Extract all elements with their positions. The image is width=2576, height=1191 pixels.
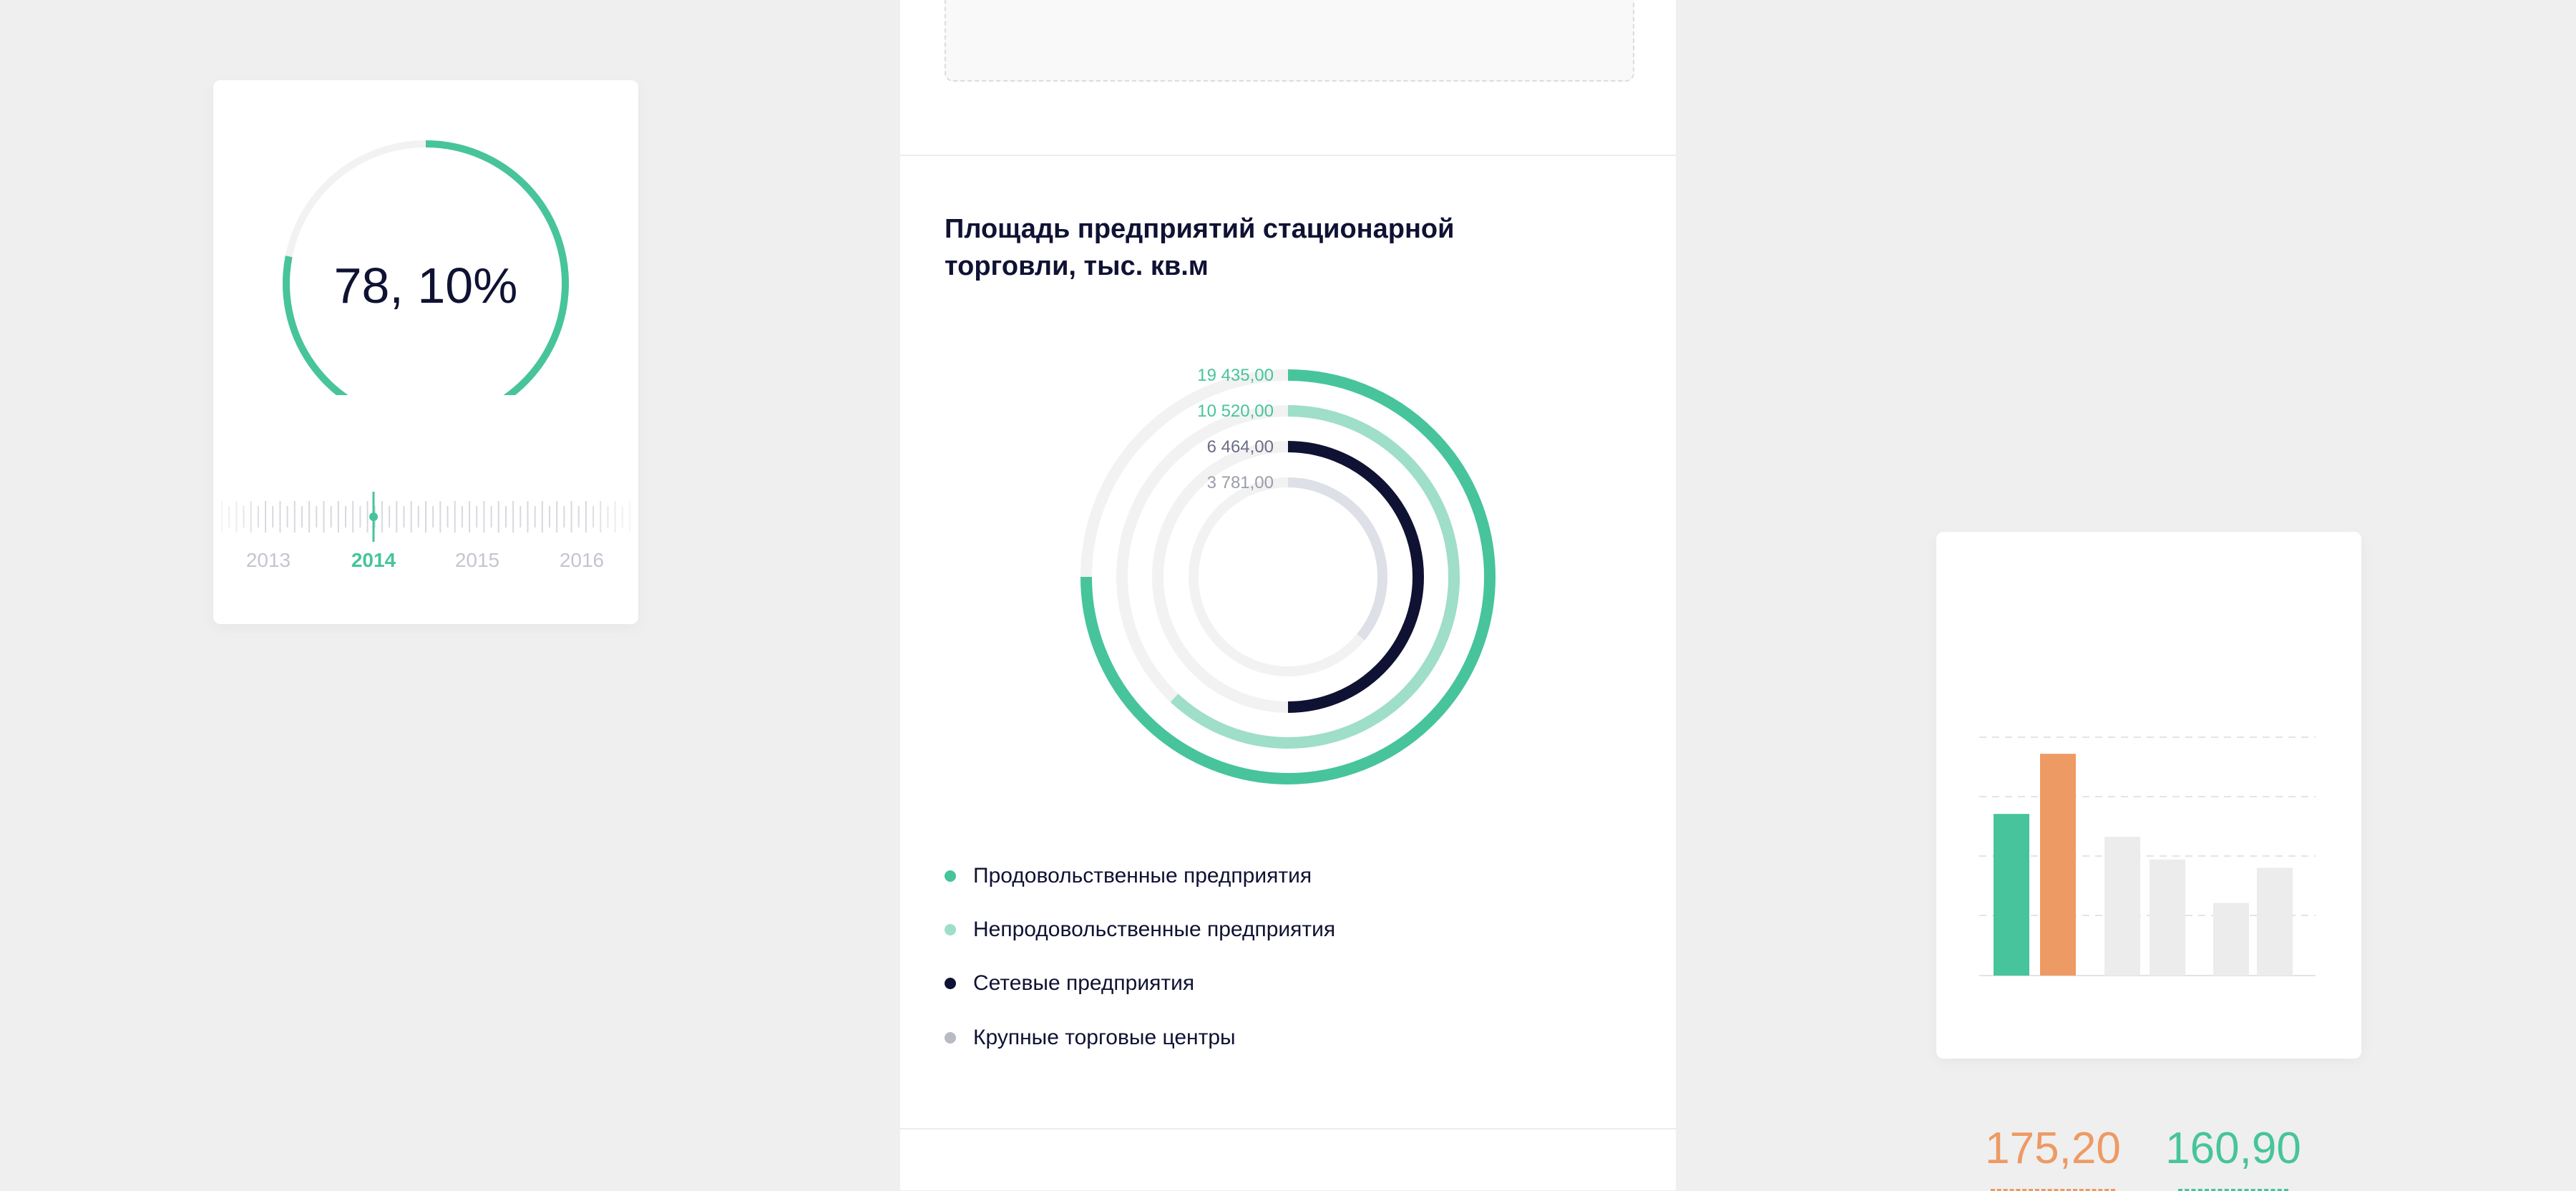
bar [2257,867,2293,976]
slider-handle-knob [369,512,378,521]
year-2015[interactable]: 2015 [454,549,500,571]
stat-value-orange: 175,20 [1985,1124,2121,1173]
radial-bar [1174,411,1454,743]
legend-label: Продовольственные предприятия [973,864,1312,888]
legend-dot [945,870,956,882]
legend-item-nonfood [945,915,1335,944]
legend-item-food [945,862,1312,890]
main-panel [900,0,1676,1190]
legend-label: Непродовольственные предприятия [973,918,1336,941]
legend-dot [945,978,956,989]
timeline-slider[interactable] [213,470,638,549]
year-2013[interactable]: 2013 [245,549,291,571]
legend-label: Крупные торговые центры [973,1026,1236,1049]
stat-value-green: 160,90 [2165,1124,2301,1173]
bar [2150,860,2185,976]
divider-top [900,155,1676,156]
radial-bar-chart [900,344,1676,802]
bar-chart [1936,532,2361,1059]
bar-chart-card [1936,532,2361,1173]
bar [1994,814,2029,976]
legend-label: Сетевые предприятия [973,971,1195,995]
legend-dot [945,1032,956,1044]
bar [2213,903,2249,976]
year-2016[interactable]: 2016 [559,549,605,571]
legend-item-network [945,969,1194,998]
year-2014[interactable]: 2014 [351,549,396,571]
legend-item-malls [945,1024,1236,1052]
radial-value-label: 19 435,00 [1197,366,1274,385]
radial-value-label: 6 464,00 [1206,437,1274,457]
bar [2104,837,2140,976]
progress-ring [213,80,638,395]
placeholder-box [945,0,1634,82]
progress-percentage: 78, 10% [333,258,518,313]
radial-value-label: 3 781,00 [1206,473,1274,492]
radial-bar [1288,482,1382,637]
divider-bottom [900,1128,1676,1129]
chart-title: Площадь предприятий стационарной торговли, тыс. кв.м [945,214,1455,281]
legend-dot [945,924,956,935]
radial-value-label: 10 520,00 [1197,402,1274,421]
bar [2040,754,2076,976]
progress-card [213,80,638,624]
